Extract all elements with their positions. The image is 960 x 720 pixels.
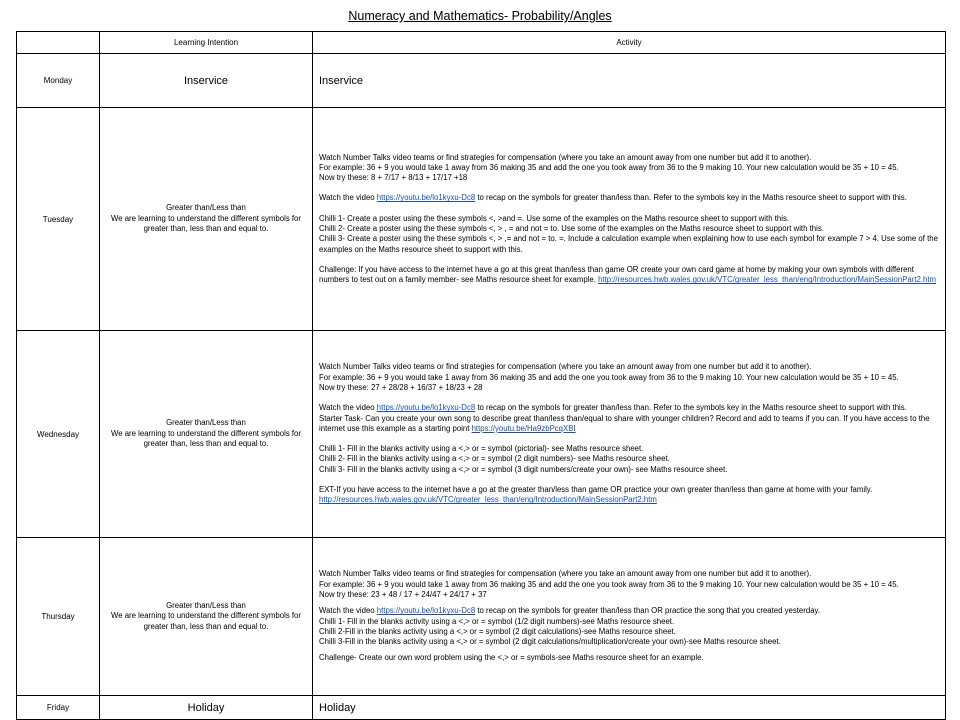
monday-intention: Inservice <box>100 54 313 108</box>
chilli-2-task: Chilli 2-Fill in the blanks activity using a <,> or = symbol (2 digit calculations)-see Maths resource sheet. <box>319 626 676 636</box>
number-talks-example: For example: 36 + 9 you would take 1 away from 36 making 35 and add the one you took away from 36 to the 9 making 10. Your new calculation would be 35 + 10 = 45. <box>319 372 899 382</box>
intention-heading: Greater than/Less than <box>166 418 246 428</box>
video-instruction: Watch the video https://youtu.be/lo1kyxu-Dc8 to recap on the symbols for greater than/less than. Refer to the symbols key in the Maths resource sheet to support with this. <box>319 193 907 203</box>
header-row <box>17 32 946 54</box>
chilli-3-task: Chilli 3-Fill in the blanks activity using a <,> or = symbol (2 digit calculations/multiplication/create your own)-see Maths resource sheet. <box>319 637 781 647</box>
chilli-1-task: Chilli 1- Create a poster using the these symbols <, >and =. Use some of the examples on the Maths resource sheet to support with this. <box>319 213 790 223</box>
thursday-activity <box>313 538 946 696</box>
video-link[interactable]: https://youtu.be/lo1kyxu-Dc8 <box>376 403 476 413</box>
starter-task: Starter Task- Can you create your own song to describe great than/less than/equal to share with younger children? Record and add to teams if you can. If you have access to the internet use this example as a starting point https://youtu.be/Ha9zbPcqXBI <box>319 413 930 433</box>
chilli-1-task: Chilli 1- Fill in the blanks activity using a <,> or = symbol (pictorial)- see Maths resource sheet. <box>319 444 644 454</box>
thursday-intention <box>100 538 313 696</box>
game-link[interactable]: http://resources.hwb.wales.gov.uk/VTC/greater_less_than/eng/Introduction/MainSessionPart2.htm <box>319 495 657 505</box>
day-friday: Friday <box>17 696 100 720</box>
intention-heading: Greater than/Less than <box>166 600 246 610</box>
chilli-3-task: Chilli 3- Create a poster using the these symbols <, > ,= and not = to. =. Include a calculation example when explaining how to use each symbol for example 7 > 4. Use some of the examples on the Maths resource sheet to support with this. <box>319 234 938 254</box>
day-thursday: Thursday <box>17 538 100 696</box>
day-monday: Monday <box>17 54 100 108</box>
header-activity: Activity <box>313 32 946 54</box>
thursday-row <box>17 538 946 696</box>
number-talks-questions: Now try these: 8 + 7/17 + 8/13 + 17/17 +18 <box>319 173 468 183</box>
challenge-task: Challenge- Create our own word problem using the <,> or = symbols-see Maths resource sheet for an example. <box>319 653 704 663</box>
tuesday-row <box>17 108 946 331</box>
intention-text: We are learning to understand the different symbols for greater than, less than and equal to. <box>111 428 301 449</box>
number-talks-questions: Now try these: 23 + 48 / 17 + 24/47 + 24/17 + 37 <box>319 589 487 599</box>
number-talks-intro: Watch Number Talks video teams or find strategies for compensation (where you take an amount away from one number but add it to another). <box>319 152 812 162</box>
chilli-1-task: Chilli 1- Fill in the blanks activity using a <,> or = symbol (1/2 digit numbers)-see Maths resource sheet. <box>319 616 675 626</box>
tuesday-activity <box>313 108 946 331</box>
number-talks-example: For example: 36 + 9 you would take 1 away from 36 making 35 and add the one you took away from 36 to the 9 making 10. Your new calculation would be 35 + 10 = 45. <box>319 579 899 589</box>
song-link[interactable]: https://youtu.be/Ha9zbPcqXBI <box>471 423 576 433</box>
game-link[interactable]: http://resources.hwb.wales.gov.uk/VTC/greater_less_than/eng/Introduction/MainSessionPart2.htm <box>598 275 936 285</box>
wednesday-intention <box>100 331 313 538</box>
intention-text: We are learning to understand the different symbols for greater than, less than and equal to. <box>111 213 301 234</box>
header-day-cell <box>17 32 100 54</box>
intention-heading: Greater than/Less than <box>166 203 246 213</box>
planning-table <box>16 31 946 720</box>
challenge-task: Challenge: If you have access to the internet have a go at this great than/less than game OR create your own card game at home by making your own symbols with different numbers to test out on a family member- see Maths resource sheet for example. http://resources.hwb.wales.gov.uk/VTC/greater_less_than/eng/Introduction/MainSessionPart2.htm <box>319 264 936 285</box>
video-instruction: Watch the video https://youtu.be/lo1kyxu-Dc8 to recap on the symbols for greater than/less than. Refer to the symbols key in the Maths resource sheet to support with this. <box>319 403 907 413</box>
video-link[interactable]: https://youtu.be/lo1kyxu-Dc8 <box>376 606 476 616</box>
number-talks-questions: Now try these: 27 + 28/28 + 16/37 + 18/23 + 28 <box>319 382 483 392</box>
wednesday-activity <box>313 331 946 538</box>
wednesday-row <box>17 331 946 538</box>
video-link[interactable]: https://youtu.be/lo1kyxu-Dc8 <box>376 193 476 203</box>
video-instruction: Watch the video https://youtu.be/lo1kyxu-Dc8 to recap on the symbols for greater than/less than OR practice the song that you created yesterday. <box>319 606 821 616</box>
chilli-3-task: Chilli 3- Fill in the blanks activity using a <,> or = symbol (3 digit numbers/create your own)- see Maths resource sheet. <box>319 464 728 474</box>
page-title: Numeracy and Mathematics- Probability/Angles <box>348 9 612 23</box>
number-talks-intro: Watch Number Talks video teams or find strategies for compensation (where you take an amount away from one number but add it to another). <box>319 362 812 372</box>
friday-intention: Holiday <box>100 696 313 720</box>
header-intention: Learning Intention <box>100 32 313 54</box>
number-talks-example: For example: 36 + 9 you would take 1 away from 36 making 35 and add the one you took away from 36 to the 9 making 10. Your new calculation would be 35 + 10 = 45. <box>319 162 899 172</box>
monday-row <box>17 54 946 108</box>
friday-row <box>17 696 946 720</box>
friday-activity: Holiday <box>313 696 946 720</box>
intention-text: We are learning to understand the different symbols for greater than, less than and equal to. <box>111 611 301 631</box>
ext-task: EXT-If you have access to the internet have a go at the greater than/less than game OR practice your own greater than/less than game at home with your family. http://resources.hwb.wales.gov.uk/VTC/greater_less_than/eng/Introduction/MainSessionPart2.htm <box>319 485 873 505</box>
number-talks-intro: Watch Number Talks video teams or find strategies for compensation (where you take an amount away from one number but add it to another). <box>319 569 812 579</box>
chilli-2-task: Chilli 2- Create a poster using the these symbols <, > , = and not = to. Use some of the examples on the Maths resource sheet to support with this. <box>319 224 824 233</box>
day-wednesday: Wednesday <box>17 331 100 538</box>
chilli-2-task: Chilli 2- Fill in the blanks activity using a <,> or = symbol (2 digit numbers)- see Maths resource sheet. <box>319 454 670 464</box>
tuesday-intention <box>100 108 313 331</box>
monday-activity: Inservice <box>313 54 946 108</box>
day-tuesday: Tuesday <box>17 108 100 331</box>
